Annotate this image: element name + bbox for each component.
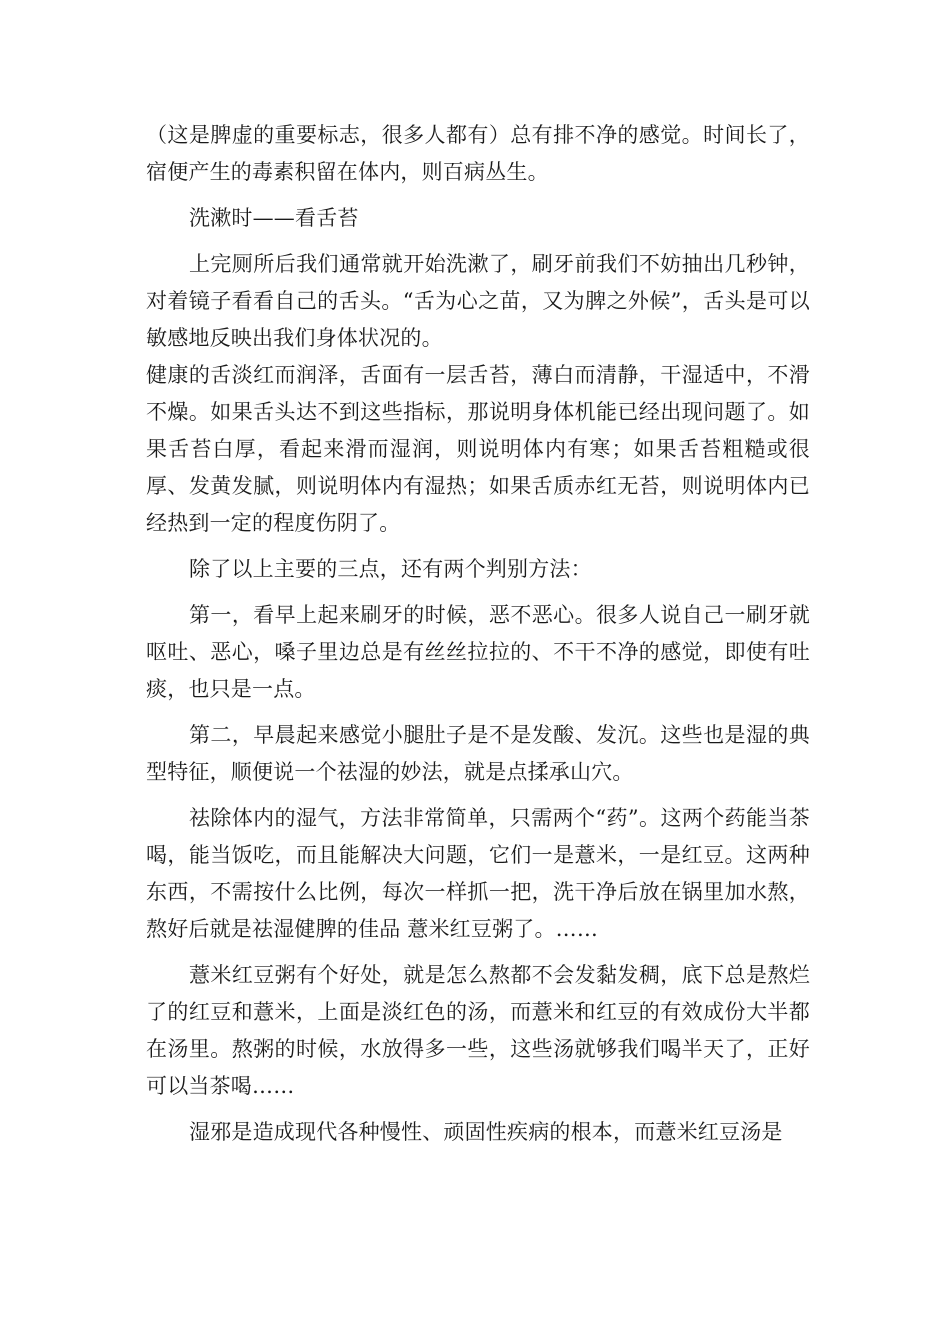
paragraph-6: 第一，看早上起来刷牙的时候，恶不恶心。很多人说自己一刷牙就呕吐、恶心，嗓子里边总是有丝丝拉拉的、不干不净的感觉，即使有吐痰，也只是一点。 (146, 603, 810, 701)
document-page (146, 117, 810, 1151)
paragraph-7: 第二，早晨起来感觉小腿肚子是不是发酸、发沉。这些也是湿的典型特征，顺便说一个祛湿的妙法，就是点揉承山穴。 (146, 723, 810, 784)
paragraph-3: 上完厕所后我们通常就开始洗漱了，刷牙前我们不妨抽出几秒钟，对着镜子看看自己的舌头。“舌为心之苗，又为脾之外候”，舌头是可以敏感地反映出我们身体状况的。 (146, 252, 810, 350)
section-heading-tongue: 洗漱时——看舌苔 (189, 206, 359, 230)
paragraph-4: 健康的舌淡红而润泽，舌面有一层舌苔，薄白而清静，干湿适中，不滑不燥。如果舌头达不到这些指标，那说明身体机能已经出现问题了。如果舌苔白厚，看起来滑而湿润，则说明体内有寒；如果舌苔粗糙或很厚、发黄发腻，则说明体内有湿热；如果舌质赤红无苔，则说明体内已经热到一定的程度伤阴了。 (146, 363, 810, 535)
paragraph-1: （这是脾虚的重要标志，很多人都有）总有排不净的感觉。时间长了，宿便产生的毒素积留在体内，则百病丛生。 (146, 123, 810, 184)
paragraph-10: 湿邪是造成现代各种慢性、顽固性疾病的根本，而薏米红豆汤是 (189, 1120, 783, 1144)
paragraph-5: 除了以上主要的三点，还有两个判别方法： (189, 557, 592, 581)
paragraph-8: 祛除体内的湿气，方法非常简单，只需两个“药”。这两个药能当茶喝，能当饭吃，而且能解决大问题，它们一是薏米，一是红豆。这两种东西，不需按什么比例，每次一样抓一把，洗干净后放在锅里加水熬，熬好后就是祛湿健脾的佳品 薏米红豆粥了。…… (146, 806, 810, 941)
paragraph-9: 薏米红豆粥有个好处，就是怎么熬都不会发黏发稠，底下总是熬烂了的红豆和薏米，上面是淡红色的汤，而薏米和红豆的有效成份大半都在汤里。熬粥的时候，水放得多一些，这些汤就够我们喝半天了，正好可以当茶喝…… (146, 963, 810, 1098)
